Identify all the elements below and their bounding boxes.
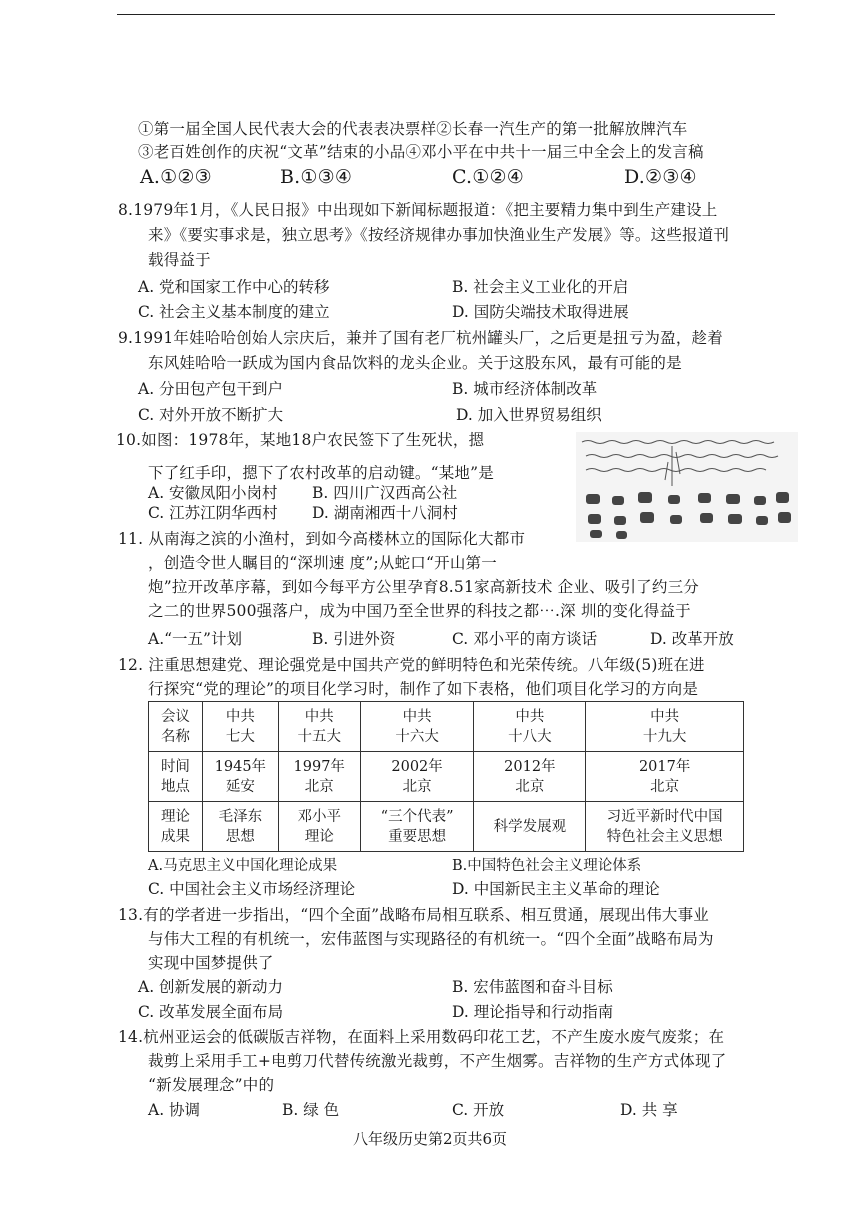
q11-stem-line-4: 之二的世界500强落户，成为中国乃至全世界的科技之都⋯.深 圳的变化得益于 <box>148 602 691 620</box>
q7-option-b: B.①③④ <box>280 166 353 188</box>
q12-option-a: A.马克思主义中国化理论成果 <box>148 858 338 874</box>
q13-stem-line-2: 与伟大工程的有机统一，宏伟蓝图与实现路径的有机统一。“四个全面”战略布局为 <box>148 930 714 948</box>
q9-stem-line-1: 9.1991年娃哈哈创始人宗庆后，兼并了国有老厂杭州罐头厂，之后更是扭亏为盈，趁着 <box>118 329 723 347</box>
q12-stem-line-1: 12. 注重思想建党、理论强党是中国共产党的鲜明特色和光荣传统。八年级(5)班在进 <box>118 656 705 674</box>
q7-option-a: A.①②③ <box>140 166 212 188</box>
table-row <box>149 752 744 802</box>
contract-photo <box>576 432 798 542</box>
q10-stem-line-2: 下了红手印，摁下了农村改革的启动键。“某地”是 <box>148 464 494 482</box>
table-cell: 中共 十八大 <box>474 702 586 752</box>
q13-option-b: B. 宏伟蓝图和奋斗目标 <box>452 978 613 996</box>
q13-stem-line-1: 13.有的学者进一步指出，“四个全面”战略布局相互联系、相互贯通，展现出伟大事业 <box>118 906 710 924</box>
q13-option-d: D. 理论指导和行动指南 <box>452 1003 614 1021</box>
table-cell: 2002年 北京 <box>360 752 474 802</box>
header-rule <box>117 14 775 15</box>
q10-option-a: A. 安徽凤阳小岗村 <box>148 484 278 502</box>
table-cell: 毛泽东 思想 <box>202 802 278 852</box>
table-cell: 中共 七大 <box>202 702 278 752</box>
q8-stem-line-1: 8.1979年1月，《人民日报》中出现如下新闻标题报道：《把主要精力集中到生产建设上 <box>118 201 718 219</box>
q14-option-d: D. 共 享 <box>620 1101 678 1119</box>
q14-stem-line-3: “新发展理念”中的 <box>148 1076 275 1094</box>
q11-stem-line-3: 炮”拉开改革序幕，到如今每平方公里孕育8.51家高新技术 企业、吸引了约三分 <box>148 578 699 596</box>
q14-stem-line-2: 裁剪上采用手工+电剪刀代替传统激光裁剪，不产生烟雾。吉祥物的生产方式体现了 <box>148 1052 727 1070</box>
q12-stem-line-2: 行探究“党的理论”的项目化学习时，制作了如下表格，他们项目化学习的方向是 <box>148 680 699 698</box>
q14-option-b: B. 绿 色 <box>282 1101 340 1119</box>
q11-stem-line-2: ，创造令世人瞩目的“深圳速 度”;从蛇口“开山第一 <box>148 554 497 572</box>
q8-option-b: B. 社会主义工业化的开启 <box>452 278 629 296</box>
page-footer: 八年级历史第2页共6页 <box>352 1130 508 1148</box>
q9-option-c: C. 对外开放不断扩大 <box>138 406 284 424</box>
q12-option-b: B.中国特色社会主义理论体系 <box>452 858 642 874</box>
q14-option-c: C. 开放 <box>452 1101 505 1119</box>
table-cell: 邓小平 理论 <box>278 802 360 852</box>
q11-option-b: B. 引进外资 <box>312 630 396 648</box>
table-cell: 会议 名称 <box>149 702 203 752</box>
table-cell: “三个代表” 重要思想 <box>360 802 474 852</box>
table-row <box>149 702 744 752</box>
q13-stem-line-3: 实现中国梦提供了 <box>148 954 274 972</box>
q13-option-c: C. 改革发展全面布局 <box>138 1003 284 1021</box>
q11-stem-line-1: 11. 从南海之滨的小渔村，到如今高楼林立的国际化大都市 <box>118 530 526 548</box>
q13-option-a: A. 创新发展的新动力 <box>138 978 284 996</box>
table-row <box>149 802 744 852</box>
q8-option-a: A. 党和国家工作中心的转移 <box>138 278 330 296</box>
q9-option-a: A. 分田包产包干到户 <box>138 380 284 398</box>
table-cell: 中共 十九大 <box>586 702 744 752</box>
table-cell: 1997年 北京 <box>278 752 360 802</box>
q9-option-b: B. 城市经济体制改革 <box>452 380 598 398</box>
table-cell: 习近平新时代中国 特色社会主义思想 <box>586 802 744 852</box>
table-cell: 1945年 延安 <box>202 752 278 802</box>
q8-option-d: D. 国防尖端技术取得进展 <box>452 303 629 321</box>
table-cell: 时间 地点 <box>149 752 203 802</box>
table-cell: 2012年 北京 <box>474 752 586 802</box>
party-theory-table <box>148 701 744 852</box>
q7-option-c: C.①②④ <box>452 166 524 188</box>
q8-stem-line-3: 载得益于 <box>148 251 211 269</box>
q7-item-line-1: ①第一届全国人民代表大会的代表表决票样②长春一汽生产的第一批解放牌汽车 <box>138 120 688 138</box>
q10-option-c: C. 江苏江阴华西村 <box>148 504 278 522</box>
table-cell: 中共 十六大 <box>360 702 474 752</box>
table-cell: 2017年 北京 <box>586 752 744 802</box>
q14-stem-line-1: 14.杭州亚运会的低碳版吉祥物，在面料上采用数码印花工艺，不产生废水废气废浆；在 <box>118 1028 725 1046</box>
q14-option-a: A. 协调 <box>148 1101 201 1119</box>
q9-option-d: D. 加入世界贸易组织 <box>456 406 602 424</box>
q8-option-c: C. 社会主义基本制度的建立 <box>138 303 330 321</box>
q10-option-b: B. 四川广汉西高公社 <box>312 484 458 502</box>
q12-option-d: D. 中国新民主主义革命的理论 <box>452 880 660 898</box>
q10-stem-line-1: 10.如图：1978年，某地18户农民签下了生死状，摁 <box>116 431 485 449</box>
q9-stem-line-2: 东风娃哈哈一跃成为国内食品饮料的龙头企业。关于这股东风，最有可能的是 <box>148 354 682 372</box>
q12-option-c: C. 中国社会主义市场经济理论 <box>148 880 356 898</box>
q11-option-d: D. 改革开放 <box>650 630 734 648</box>
q7-option-d: D.②③④ <box>624 166 697 188</box>
q7-item-line-2: ③老百姓创作的庆祝“文革”结束的小品④邓小平在中共十一届三中全会上的发言稿 <box>138 143 704 161</box>
table-cell: 中共 十五大 <box>278 702 360 752</box>
q11-option-a: A.“一五”计划 <box>148 630 242 648</box>
q10-option-d: D. 湖南湘西十八洞村 <box>312 504 458 522</box>
table-cell: 科学发展观 <box>474 802 586 852</box>
table-cell: 理论 成果 <box>149 802 203 852</box>
q11-option-c: C. 邓小平的南方谈话 <box>452 630 598 648</box>
q8-stem-line-2: 来》《要实事求是，独立思考》《按经济规律办事加快渔业生产发展》等。这些报道刊 <box>148 226 730 244</box>
